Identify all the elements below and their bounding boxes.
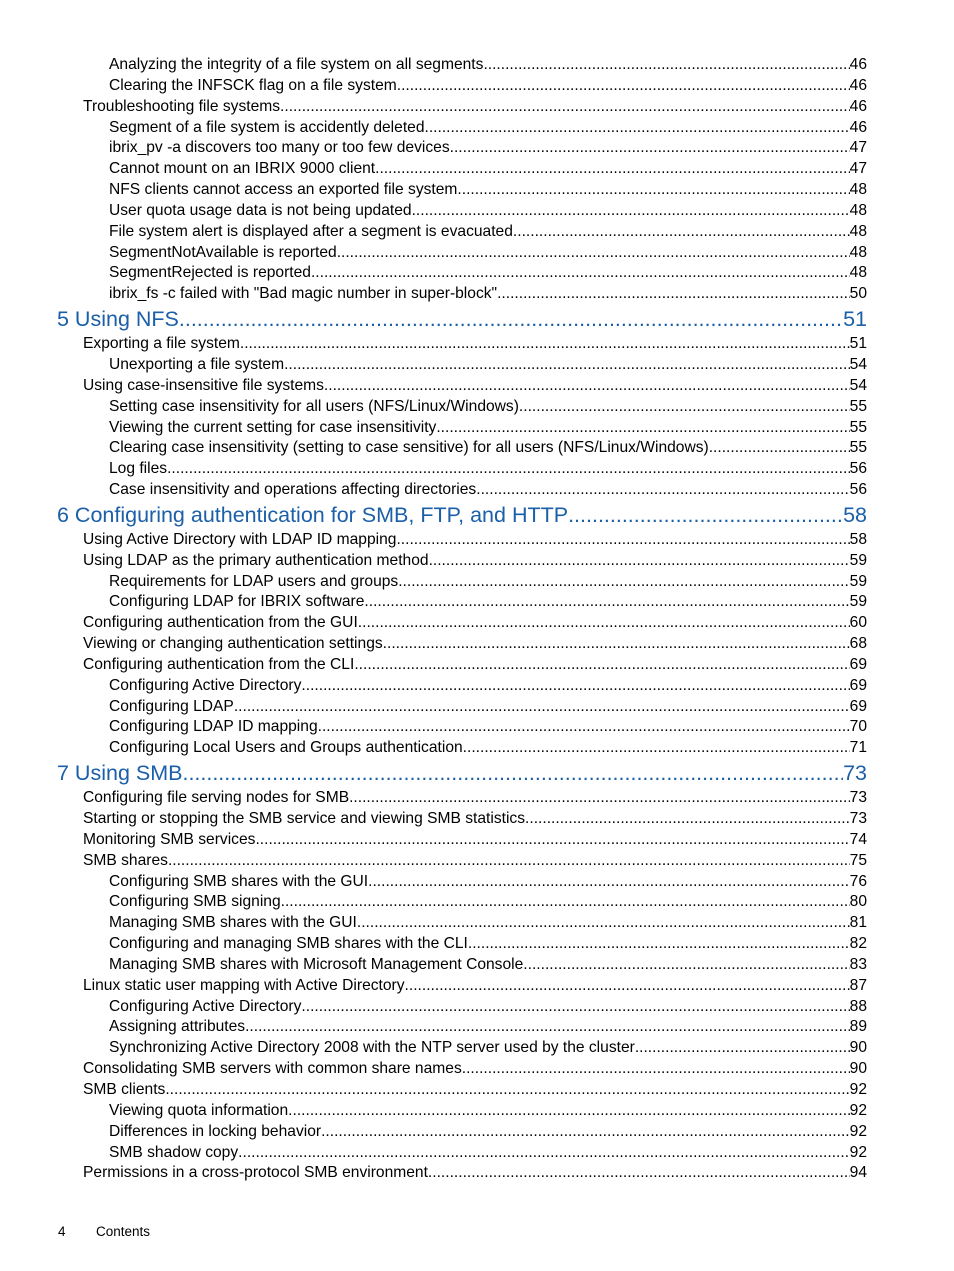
toc-entry[interactable]	[0, 138, 954, 159]
toc-entry-page: 54	[849, 355, 867, 373]
toc-entry-page: 48	[849, 222, 867, 240]
toc-entry[interactable]	[0, 459, 954, 480]
toc-dot-leader	[281, 892, 850, 913]
toc-entry-title: SMB shares	[83, 851, 168, 869]
toc-entry[interactable]	[0, 997, 954, 1018]
toc-dot-leader	[284, 355, 850, 376]
toc-dot-leader	[318, 717, 850, 738]
toc-entry-title: Configuring Active Directory	[109, 676, 302, 694]
toc-entry-page: 56	[849, 460, 867, 478]
toc-entry-title: Consolidating SMB servers with common share names	[83, 1060, 462, 1078]
toc-dot-leader	[396, 530, 849, 551]
toc-dot-leader	[436, 418, 849, 439]
toc-entry[interactable]	[0, 717, 954, 738]
toc-entry-title: Permissions in a cross-protocol SMB environment	[83, 1164, 428, 1182]
toc-entry-page: 68	[849, 635, 867, 653]
toc-entry[interactable]	[0, 1143, 954, 1164]
toc-entry-page: 46	[849, 56, 867, 73]
toc-dot-leader	[635, 1038, 850, 1059]
toc-entry-page: 58	[849, 530, 867, 548]
toc-entry-page: 51	[843, 307, 867, 332]
toc-dot-leader	[311, 263, 850, 284]
toc-dot-leader	[405, 976, 850, 997]
toc-entry-title: ibrix_fs -c failed with "Bad magic number in super-block"	[109, 285, 498, 303]
toc-chapter-entry[interactable]	[0, 760, 954, 787]
toc-entry-title: Analyzing the integrity of a file system on all segments	[109, 56, 484, 73]
toc-entry-page: 47	[849, 139, 867, 157]
toc-dot-leader	[428, 1163, 850, 1184]
toc-entry-title: SMB shadow copy	[109, 1143, 239, 1161]
toc-dot-leader	[709, 438, 850, 459]
toc-entry-title: Using Active Directory with LDAP ID mapping	[83, 530, 397, 548]
toc-entry-title: Configuring authentication from the CLI	[83, 655, 355, 673]
toc-entry-page: 60	[849, 614, 867, 632]
toc-entry-page: 56	[849, 481, 867, 499]
toc-entry-page: 46	[849, 97, 867, 115]
toc-dot-leader	[519, 397, 850, 418]
toc-dot-leader	[182, 760, 843, 787]
toc-dot-leader	[476, 480, 849, 501]
toc-entry-page: 73	[849, 789, 867, 807]
toc-entry-title: File system alert is displayed after a segment is evacuated	[109, 222, 513, 240]
toc-entry-title: Configuring LDAP ID mapping	[109, 718, 318, 736]
toc-entry-page: 82	[849, 935, 867, 953]
toc-entry-title: Viewing the current setting for case insensitivity	[109, 418, 437, 436]
table-of-contents	[0, 55, 954, 1184]
toc-entry[interactable]	[0, 676, 954, 697]
toc-entry[interactable]	[0, 55, 954, 76]
toc-entry-page: 48	[849, 181, 867, 199]
toc-entry-page: 76	[849, 872, 867, 890]
toc-entry-title: Differences in locking behavior	[109, 1122, 322, 1140]
toc-entry[interactable]	[0, 397, 954, 418]
toc-chapter-entry[interactable]	[0, 306, 954, 333]
toc-dot-leader	[167, 459, 850, 480]
toc-dot-leader	[321, 1122, 850, 1143]
toc-entry-title: Configuring SMB signing	[109, 893, 281, 911]
toc-entry-page: 89	[849, 1018, 867, 1036]
toc-entry-page: 46	[849, 118, 867, 136]
toc-entry-title: Using LDAP as the primary authentication method	[83, 551, 429, 569]
toc-entry-page: 87	[849, 976, 867, 994]
toc-dot-leader	[468, 934, 850, 955]
toc-dot-leader	[354, 655, 849, 676]
toc-dot-leader	[483, 55, 849, 76]
toc-dot-leader	[245, 1017, 850, 1038]
toc-entry-title: Configuring SMB shares with the GUI	[109, 872, 369, 890]
toc-entry[interactable]	[0, 655, 954, 676]
toc-entry[interactable]	[0, 697, 954, 718]
toc-dot-leader	[168, 851, 850, 872]
toc-dot-leader	[349, 788, 850, 809]
toc-entry-page: 69	[849, 655, 867, 673]
toc-entry[interactable]	[0, 1101, 954, 1122]
toc-dot-leader	[357, 913, 850, 934]
toc-entry-title: Unexporting a file system	[109, 355, 285, 373]
toc-entry-page: 69	[849, 697, 867, 715]
toc-entry-title: Exporting a file system	[83, 335, 240, 353]
toc-dot-leader	[364, 592, 849, 613]
toc-entry-title: Segment of a file system is accidently deleted	[109, 118, 425, 136]
toc-entry[interactable]	[0, 913, 954, 934]
toc-entry-title: Setting case insensitivity for all users (NFS/Linux/Windows)	[109, 397, 519, 415]
toc-entry-page: 69	[849, 676, 867, 694]
toc-entry-page: 92	[849, 1080, 867, 1098]
toc-entry-page: 80	[849, 893, 867, 911]
toc-entry[interactable]	[0, 1059, 954, 1080]
toc-dot-leader	[240, 334, 850, 355]
toc-dot-leader	[450, 138, 850, 159]
toc-entry-title: Cannot mount on an IBRIX 9000 client	[109, 160, 376, 178]
toc-dot-leader	[383, 634, 850, 655]
toc-entry-page: 54	[849, 376, 867, 394]
toc-chapter-entry[interactable]	[0, 502, 954, 529]
toc-entry-page: 73	[843, 761, 867, 786]
toc-entry-page: 94	[849, 1164, 867, 1182]
toc-entry-page: 71	[849, 739, 867, 757]
toc-entry[interactable]	[0, 334, 954, 355]
toc-entry-page: 59	[849, 593, 867, 611]
toc-entry-title: Starting or stopping the SMB service and viewing SMB statistics	[83, 810, 526, 827]
toc-entry-title: SegmentNotAvailable is reported	[109, 243, 337, 261]
toc-entry-title: Synchronizing Active Directory 2008 with the NTP server used by the cluster	[109, 1039, 635, 1057]
toc-entry[interactable]	[0, 788, 954, 809]
toc-entry-page: 92	[849, 1122, 867, 1140]
toc-entry-title: SegmentRejected is reported	[109, 264, 311, 282]
toc-dot-leader	[457, 180, 849, 201]
toc-entry-title: Configuring file serving nodes for SMB	[83, 789, 350, 807]
toc-entry[interactable]	[0, 1017, 954, 1038]
toc-entry-title: Case insensitivity and operations affecting directories	[109, 481, 477, 499]
toc-entry-title: Linux static user mapping with Active Directory	[83, 976, 405, 994]
toc-entry-title: Troubleshooting file systems	[83, 97, 281, 115]
toc-entry-page: 51	[849, 335, 867, 353]
toc-dot-leader	[337, 243, 850, 264]
toc-entry-title: Configuring Local Users and Groups authentication	[109, 739, 463, 757]
toc-entry-page: 74	[849, 830, 867, 848]
toc-dot-leader	[301, 676, 849, 697]
footer-page-number: 4	[58, 1224, 66, 1239]
toc-entry-title: Viewing or changing authentication settings	[83, 635, 383, 653]
toc-entry-title: Configuring Active Directory	[109, 997, 302, 1015]
toc-entry-title: Configuring authentication from the GUI	[83, 614, 358, 632]
toc-dot-leader	[462, 1059, 850, 1080]
toc-entry-page: 46	[849, 76, 867, 94]
toc-entry-page: 55	[849, 439, 867, 457]
toc-entry-title: Using case-insensitive file systems	[83, 376, 324, 394]
toc-entry-page: 75	[849, 851, 867, 869]
toc-entry-page: 92	[849, 1101, 867, 1119]
toc-entry-title: Configuring LDAP	[109, 697, 234, 715]
toc-entry-page: 70	[849, 718, 867, 736]
toc-entry[interactable]	[0, 892, 954, 913]
toc-entry[interactable]	[0, 1122, 954, 1143]
toc-entry-title: 7 Using SMB	[57, 761, 183, 786]
toc-entry[interactable]	[0, 180, 954, 201]
toc-entry[interactable]	[0, 263, 954, 284]
toc-entry[interactable]	[0, 1080, 954, 1101]
toc-entry-page: 48	[849, 243, 867, 261]
toc-entry-page: 58	[843, 502, 867, 527]
toc-entry-page: 59	[849, 572, 867, 590]
toc-entry-title: Monitoring SMB services	[83, 830, 256, 848]
toc-entry-page: 55	[849, 397, 867, 415]
toc-entry-title: Requirements for LDAP users and groups	[109, 572, 399, 590]
toc-entry[interactable]	[0, 613, 954, 634]
toc-entry-title: NFS clients cannot access an exported file system	[109, 181, 458, 199]
toc-dot-leader	[397, 76, 850, 97]
toc-dot-leader	[324, 376, 850, 397]
toc-dot-leader	[358, 613, 850, 634]
toc-dot-leader	[368, 872, 850, 893]
toc-entry[interactable]	[0, 530, 954, 551]
toc-entry-page: 73	[849, 810, 867, 827]
toc-dot-leader	[288, 1101, 849, 1122]
toc-entry-title: SMB clients	[83, 1080, 166, 1098]
toc-entry[interactable]	[0, 376, 954, 397]
toc-entry[interactable]	[0, 955, 954, 976]
toc-entry-title: 5 Using NFS	[57, 307, 179, 332]
toc-dot-leader	[425, 118, 850, 139]
toc-entry[interactable]	[0, 76, 954, 97]
toc-entry-title: 6 Configuring authentication for SMB, FTP, and HTTP	[57, 502, 569, 527]
toc-dot-leader	[238, 1143, 849, 1164]
toc-dot-leader	[280, 97, 850, 118]
toc-entry[interactable]	[0, 830, 954, 851]
toc-entry[interactable]	[0, 222, 954, 243]
toc-entry-title: Configuring LDAP for IBRIX software	[109, 593, 365, 611]
toc-dot-leader	[463, 738, 850, 759]
toc-entry-page: 59	[849, 551, 867, 569]
toc-entry-title: Clearing the INFSCK flag on a file system	[109, 76, 397, 94]
toc-entry-title: Assigning attributes	[109, 1018, 246, 1036]
toc-dot-leader	[375, 159, 850, 180]
toc-entry-title: Clearing case insensitivity (setting to case sensitive) for all users (NFS/Linux/Windows)	[109, 439, 709, 457]
toc-entry[interactable]	[0, 634, 954, 655]
toc-entry[interactable]	[0, 809, 954, 830]
toc-entry-title: ibrix_pv -a discovers too many or too few devices	[109, 139, 450, 157]
toc-dot-leader	[179, 306, 843, 333]
toc-entry[interactable]	[0, 97, 954, 118]
toc-dot-leader	[497, 284, 850, 305]
toc-dot-leader	[525, 809, 850, 830]
toc-entry[interactable]	[0, 480, 954, 501]
toc-entry[interactable]	[0, 243, 954, 264]
toc-entry[interactable]	[0, 118, 954, 139]
toc-entry-title: Viewing quota information	[109, 1101, 289, 1119]
toc-entry[interactable]	[0, 934, 954, 955]
toc-entry[interactable]	[0, 738, 954, 759]
toc-entry-page: 81	[849, 914, 867, 932]
toc-entry-title: Configuring and managing SMB shares with the CLI	[109, 935, 468, 953]
toc-dot-leader	[412, 201, 850, 222]
toc-entry-page: 47	[849, 160, 867, 178]
toc-entry-page: 48	[849, 264, 867, 282]
toc-entry-title: User quota usage data is not being updated	[109, 201, 412, 219]
toc-entry-page: 88	[849, 997, 867, 1015]
toc-entry[interactable]	[0, 418, 954, 439]
toc-entry-page: 50	[849, 285, 867, 303]
toc-entry[interactable]	[0, 976, 954, 997]
toc-dot-leader	[165, 1080, 849, 1101]
toc-dot-leader	[568, 502, 843, 529]
toc-dot-leader	[301, 997, 849, 1018]
toc-dot-leader	[398, 572, 849, 593]
toc-entry[interactable]	[0, 551, 954, 572]
toc-entry-title: Managing SMB shares with Microsoft Management Console	[109, 955, 524, 973]
toc-entry-page: 92	[849, 1143, 867, 1161]
toc-entry-title: Log files	[109, 460, 168, 478]
toc-entry-page: 83	[849, 955, 867, 973]
toc-entry[interactable]	[0, 284, 954, 305]
toc-entry[interactable]	[0, 438, 954, 459]
toc-dot-leader	[234, 697, 850, 718]
toc-entry-page: 55	[849, 418, 867, 436]
toc-entry[interactable]	[0, 592, 954, 613]
toc-dot-leader	[523, 955, 849, 976]
toc-entry-page: 90	[849, 1039, 867, 1057]
toc-entry[interactable]	[0, 201, 954, 222]
footer-section-label: Contents	[96, 1224, 151, 1239]
page-footer	[58, 1224, 150, 1239]
toc-entry[interactable]	[0, 572, 954, 593]
toc-entry[interactable]	[0, 159, 954, 180]
toc-dot-leader	[513, 222, 850, 243]
toc-entry[interactable]	[0, 851, 954, 872]
toc-entry-title: Managing SMB shares with the GUI	[109, 914, 357, 932]
toc-entry-page: 48	[849, 201, 867, 219]
toc-entry-page: 90	[849, 1060, 867, 1078]
toc-dot-leader	[255, 830, 849, 851]
toc-dot-leader	[429, 551, 850, 572]
toc-entry[interactable]	[0, 355, 954, 376]
toc-entry[interactable]	[0, 872, 954, 893]
toc-entry[interactable]	[0, 1038, 954, 1059]
toc-entry[interactable]	[0, 1163, 954, 1184]
